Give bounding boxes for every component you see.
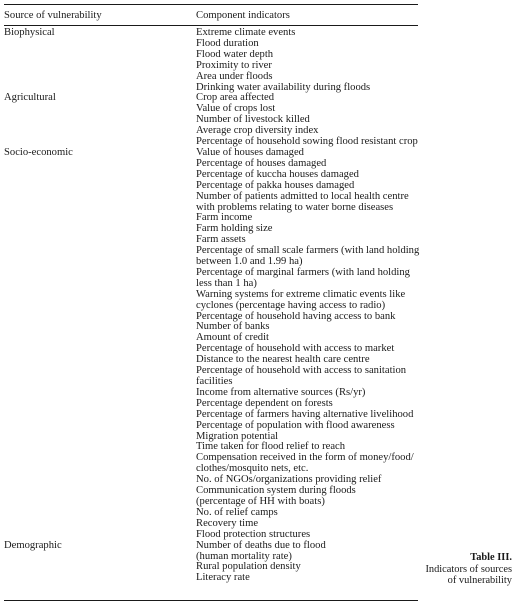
indicator-item: with problems relating to water borne diseases <box>196 201 394 213</box>
indicator-item: (percentage of HH with boats) <box>196 495 325 507</box>
source-cell: Agricultural <box>4 92 56 104</box>
indicator-item: Percentage of farmers having alternative livelihood <box>196 408 414 420</box>
indicator-item: Time taken for flood relief to reach <box>196 441 346 453</box>
indicator-item: Area under floods <box>196 70 273 82</box>
indicator-item: Rural population density <box>196 561 301 573</box>
indicator-item: Value of crops lost <box>196 103 276 115</box>
indicator-item: Average crop diversity index <box>196 125 319 137</box>
indicator-list <box>196 541 418 585</box>
table-caption <box>425 552 512 587</box>
indicator-item: Percentage of kuccha houses damaged <box>196 168 359 180</box>
indicator-item: Number of livestock killed <box>196 114 310 126</box>
indicator-item: Percentage of household with access to sanitation <box>196 365 407 377</box>
source-cell: Demographic <box>4 539 62 551</box>
source-cell: Biophysical <box>4 27 55 38</box>
indicator-item: Percentage dependent on forests <box>196 397 333 409</box>
table-bottom-rule <box>4 600 418 601</box>
indicator-item: Percentage of pakka houses damaged <box>196 179 355 191</box>
indicator-item: Number of deaths due to flood <box>196 539 326 551</box>
indicator-item: less than 1 ha) <box>196 277 257 289</box>
indicator-item: Farm assets <box>196 234 246 246</box>
indicator-item: Percentage of household sowing flood resistant crop <box>196 136 418 148</box>
indicator-item: Migration potential <box>196 430 279 442</box>
indicator-item: Recovery time <box>196 517 259 529</box>
indicator-item: Percentage of household with access to market <box>196 343 395 355</box>
indicator-item: Flood water depth <box>196 48 274 60</box>
indicator-item: facilities <box>196 376 233 387</box>
vulnerability-table <box>4 4 418 584</box>
indicator-item: Proximity to river <box>196 59 272 71</box>
indicator-item: Number of patients admitted to local health centre <box>196 190 409 202</box>
table-header-row <box>4 5 418 25</box>
indicator-item: Warning systems for extreme climatic events like <box>196 288 406 300</box>
indicator-item: Farm holding size <box>196 223 273 235</box>
header-indicators: Component indicators <box>196 10 290 21</box>
indicator-item: between 1.0 and 1.99 ha) <box>196 256 303 268</box>
indicator-item: Crop area affected <box>196 92 275 104</box>
table-group <box>4 541 418 585</box>
indicator-item: Percentage of small scale farmers (with land holding <box>196 245 420 257</box>
indicator-item: Amount of credit <box>196 332 269 344</box>
indicator-list <box>196 148 418 541</box>
indicator-item: Percentage of population with flood awareness <box>196 419 395 431</box>
indicator-item: (human mortality rate) <box>196 550 292 562</box>
indicator-item: Number of banks <box>196 321 270 333</box>
indicator-item: Percentage of marginal farmers (with land holding <box>196 266 410 278</box>
indicator-item: Extreme climate events <box>196 27 296 38</box>
header-source: Source of vulnerability <box>4 10 102 21</box>
indicator-item: Flood duration <box>196 37 259 49</box>
indicator-item: Value of houses damaged <box>196 146 304 158</box>
table-group <box>4 148 418 541</box>
indicator-item: Distance to the nearest health care centre <box>196 354 370 366</box>
indicator-item: Flood protection structures <box>196 528 311 540</box>
indicator-item: Communication system during floods <box>196 485 356 497</box>
source-cell: Socio-economic <box>4 146 73 158</box>
indicator-list <box>196 93 418 148</box>
indicator-item: Percentage of houses damaged <box>196 157 327 169</box>
table-group <box>4 28 418 93</box>
caption-line-1: Indicators of sources <box>425 563 512 575</box>
indicator-item: Drinking water availability during floods <box>196 81 371 93</box>
table-body <box>4 26 418 584</box>
indicator-item: Literacy rate <box>196 572 250 584</box>
indicator-item: Income from alternative sources (Rs/yr) <box>196 386 366 398</box>
indicator-list <box>196 28 418 93</box>
indicator-item: clothes/mosquito nets, etc. <box>196 463 309 475</box>
indicator-item: No. of relief camps <box>196 506 278 518</box>
indicator-item: Compensation received in the form of money/food/ <box>196 452 414 464</box>
indicator-item: Percentage of household having access to bank <box>196 310 396 322</box>
indicator-item: Farm income <box>196 212 253 224</box>
table-group <box>4 93 418 148</box>
caption-line-2: of vulnerability <box>447 575 512 587</box>
indicator-item: No. of NGOs/organizations providing relief <box>196 474 382 486</box>
indicator-item: cyclones (percentage having access to radio) <box>196 299 386 311</box>
caption-label: Table III. <box>470 552 512 563</box>
